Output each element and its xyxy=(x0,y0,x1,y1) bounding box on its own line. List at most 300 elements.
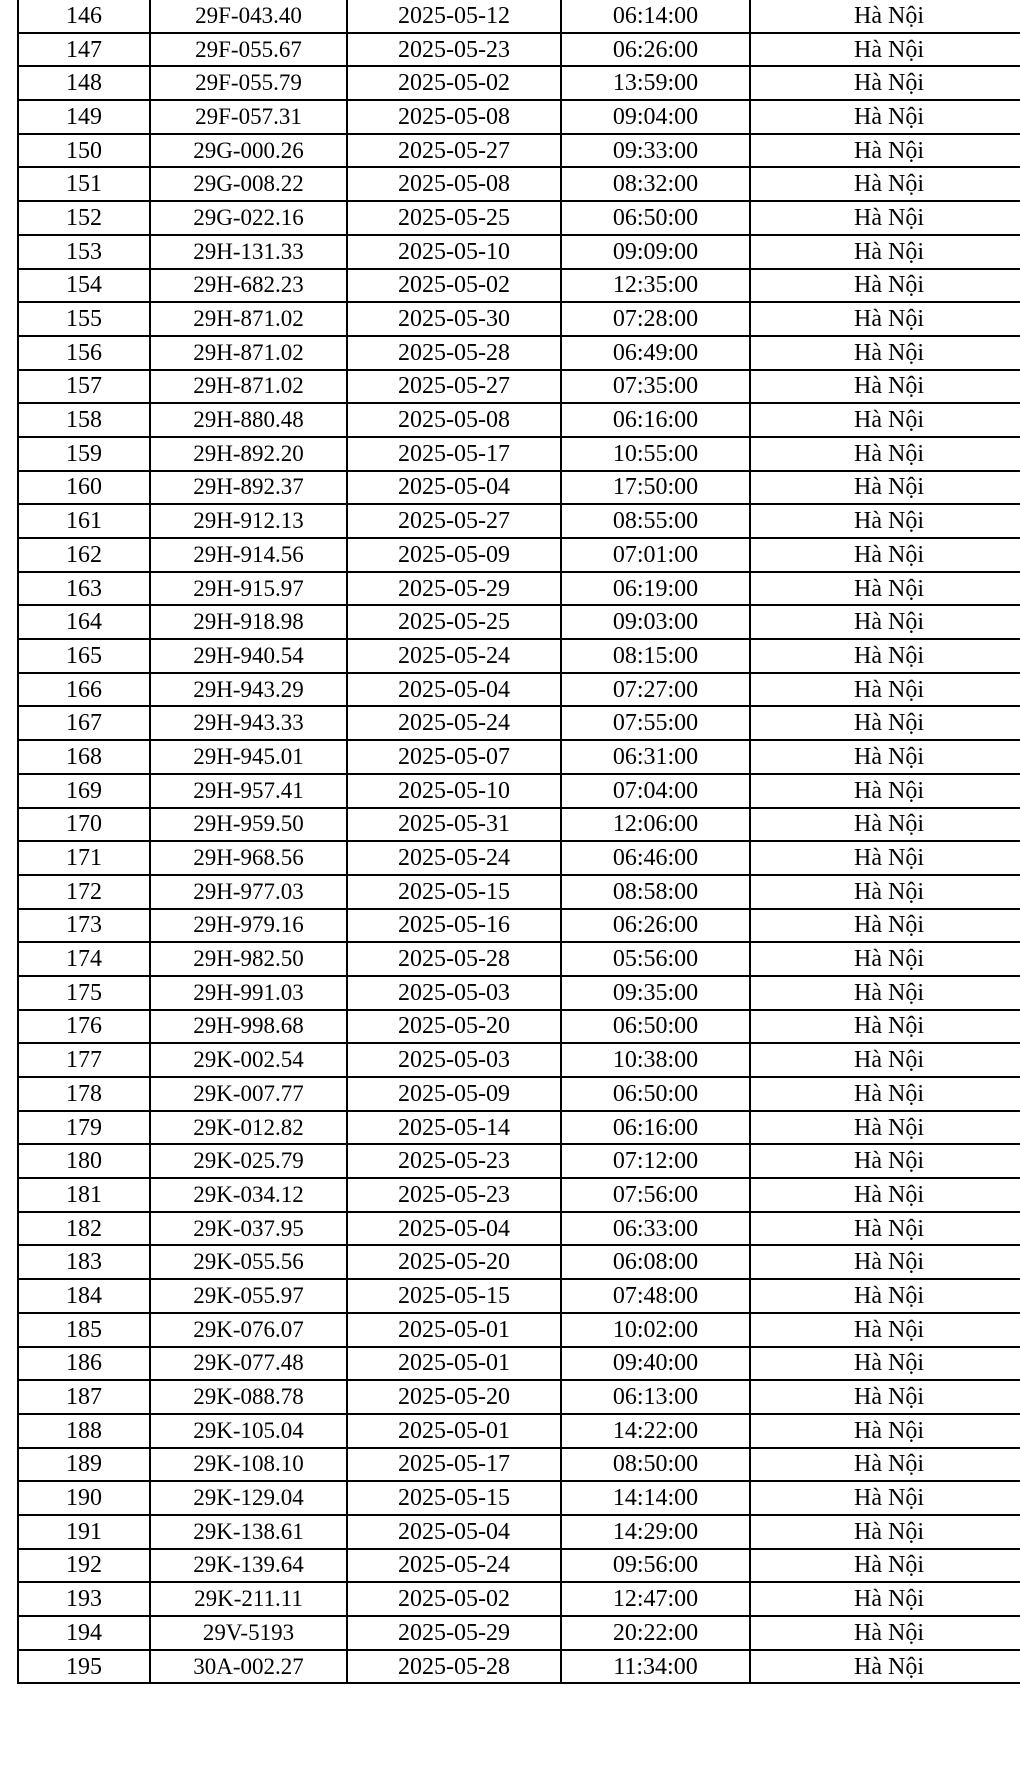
license-plate-cell: 29G-022.16 xyxy=(150,201,347,235)
row-number-cell: 193 xyxy=(18,1582,150,1616)
row-number-cell: 182 xyxy=(18,1212,150,1246)
table-row xyxy=(18,706,1020,740)
location-cell: Hà Nội xyxy=(750,471,1020,505)
date-cell: 2025-05-23 xyxy=(347,1178,561,1212)
table-row xyxy=(18,0,1020,33)
time-cell: 14:14:00 xyxy=(561,1481,750,1515)
row-number-cell: 161 xyxy=(18,504,150,538)
violation-table-container xyxy=(17,0,1020,1684)
row-number-cell: 172 xyxy=(18,875,150,909)
location-cell: Hà Nội xyxy=(750,909,1020,943)
date-cell: 2025-05-02 xyxy=(347,269,561,303)
table-row xyxy=(18,639,1020,673)
row-number-cell: 185 xyxy=(18,1313,150,1347)
location-cell: Hà Nội xyxy=(750,269,1020,303)
location-cell: Hà Nội xyxy=(750,1043,1020,1077)
license-plate-cell: 29K-077.48 xyxy=(150,1347,347,1381)
row-number-cell: 190 xyxy=(18,1481,150,1515)
row-number-cell: 165 xyxy=(18,639,150,673)
location-cell: Hà Nội xyxy=(750,1448,1020,1482)
location-cell: Hà Nội xyxy=(750,437,1020,471)
time-cell: 06:08:00 xyxy=(561,1245,750,1279)
location-cell: Hà Nội xyxy=(750,673,1020,707)
license-plate-cell: 29H-131.33 xyxy=(150,235,347,269)
table-row xyxy=(18,1111,1020,1145)
time-cell: 05:56:00 xyxy=(561,942,750,976)
table-row xyxy=(18,942,1020,976)
date-cell: 2025-05-23 xyxy=(347,33,561,67)
time-cell: 06:16:00 xyxy=(561,403,750,437)
date-cell: 2025-05-28 xyxy=(347,1650,561,1684)
time-cell: 13:59:00 xyxy=(561,66,750,100)
time-cell: 08:32:00 xyxy=(561,167,750,201)
row-number-cell: 173 xyxy=(18,909,150,943)
location-cell: Hà Nội xyxy=(750,504,1020,538)
time-cell: 07:12:00 xyxy=(561,1144,750,1178)
table-row xyxy=(18,1077,1020,1111)
table-row xyxy=(18,167,1020,201)
date-cell: 2025-05-25 xyxy=(347,201,561,235)
table-row xyxy=(18,605,1020,639)
date-cell: 2025-05-20 xyxy=(347,1380,561,1414)
location-cell: Hà Nội xyxy=(750,841,1020,875)
time-cell: 14:22:00 xyxy=(561,1414,750,1448)
row-number-cell: 191 xyxy=(18,1515,150,1549)
time-cell: 17:50:00 xyxy=(561,471,750,505)
time-cell: 09:56:00 xyxy=(561,1549,750,1583)
license-plate-cell: 29K-037.95 xyxy=(150,1212,347,1246)
license-plate-cell: 29H-991.03 xyxy=(150,976,347,1010)
time-cell: 09:04:00 xyxy=(561,100,750,134)
date-cell: 2025-05-27 xyxy=(347,504,561,538)
license-plate-cell: 29H-892.37 xyxy=(150,471,347,505)
time-cell: 07:48:00 xyxy=(561,1279,750,1313)
license-plate-cell: 29H-871.02 xyxy=(150,370,347,404)
date-cell: 2025-05-10 xyxy=(347,774,561,808)
table-row xyxy=(18,201,1020,235)
location-cell: Hà Nội xyxy=(750,572,1020,606)
license-plate-cell: 29H-968.56 xyxy=(150,841,347,875)
row-number-cell: 178 xyxy=(18,1077,150,1111)
license-plate-cell: 29K-211.11 xyxy=(150,1582,347,1616)
date-cell: 2025-05-15 xyxy=(347,875,561,909)
time-cell: 12:35:00 xyxy=(561,269,750,303)
license-plate-cell: 29H-982.50 xyxy=(150,942,347,976)
location-cell: Hà Nội xyxy=(750,1144,1020,1178)
license-plate-cell: 29H-915.97 xyxy=(150,572,347,606)
time-cell: 09:03:00 xyxy=(561,605,750,639)
table-row xyxy=(18,134,1020,168)
row-number-cell: 162 xyxy=(18,538,150,572)
time-cell: 06:46:00 xyxy=(561,841,750,875)
date-cell: 2025-05-24 xyxy=(347,639,561,673)
location-cell: Hà Nội xyxy=(750,740,1020,774)
license-plate-cell: 29K-108.10 xyxy=(150,1448,347,1482)
license-plate-cell: 29H-943.29 xyxy=(150,673,347,707)
license-plate-cell: 29K-025.79 xyxy=(150,1144,347,1178)
date-cell: 2025-05-20 xyxy=(347,1245,561,1279)
location-cell: Hà Nội xyxy=(750,1077,1020,1111)
table-row xyxy=(18,909,1020,943)
location-cell: Hà Nội xyxy=(750,1515,1020,1549)
date-cell: 2025-05-09 xyxy=(347,1077,561,1111)
date-cell: 2025-05-24 xyxy=(347,1549,561,1583)
location-cell: Hà Nội xyxy=(750,1650,1020,1684)
license-plate-cell: 29H-918.98 xyxy=(150,605,347,639)
license-plate-cell: 29K-002.54 xyxy=(150,1043,347,1077)
table-row xyxy=(18,370,1020,404)
location-cell: Hà Nội xyxy=(750,942,1020,976)
license-plate-cell: 29G-000.26 xyxy=(150,134,347,168)
license-plate-cell: 29H-959.50 xyxy=(150,808,347,842)
table-row xyxy=(18,1650,1020,1684)
time-cell: 10:02:00 xyxy=(561,1313,750,1347)
row-number-cell: 167 xyxy=(18,706,150,740)
table-row xyxy=(18,808,1020,842)
date-cell: 2025-05-15 xyxy=(347,1481,561,1515)
date-cell: 2025-05-07 xyxy=(347,740,561,774)
license-plate-cell: 29K-055.97 xyxy=(150,1279,347,1313)
location-cell: Hà Nội xyxy=(750,336,1020,370)
table-row xyxy=(18,1549,1020,1583)
table-row xyxy=(18,1043,1020,1077)
date-cell: 2025-05-03 xyxy=(347,976,561,1010)
row-number-cell: 177 xyxy=(18,1043,150,1077)
table-row xyxy=(18,1582,1020,1616)
table-row xyxy=(18,841,1020,875)
table-row xyxy=(18,1380,1020,1414)
row-number-cell: 159 xyxy=(18,437,150,471)
row-number-cell: 189 xyxy=(18,1448,150,1482)
time-cell: 08:50:00 xyxy=(561,1448,750,1482)
location-cell: Hà Nội xyxy=(750,134,1020,168)
table-row xyxy=(18,302,1020,336)
license-plate-cell: 29F-057.31 xyxy=(150,100,347,134)
table-row xyxy=(18,976,1020,1010)
row-number-cell: 156 xyxy=(18,336,150,370)
row-number-cell: 187 xyxy=(18,1380,150,1414)
time-cell: 14:29:00 xyxy=(561,1515,750,1549)
row-number-cell: 184 xyxy=(18,1279,150,1313)
date-cell: 2025-05-02 xyxy=(347,1582,561,1616)
table-row xyxy=(18,66,1020,100)
license-plate-cell: 29H-682.23 xyxy=(150,269,347,303)
location-cell: Hà Nội xyxy=(750,706,1020,740)
date-cell: 2025-05-27 xyxy=(347,134,561,168)
table-row xyxy=(18,1245,1020,1279)
row-number-cell: 150 xyxy=(18,134,150,168)
row-number-cell: 157 xyxy=(18,370,150,404)
time-cell: 12:06:00 xyxy=(561,808,750,842)
location-cell: Hà Nội xyxy=(750,1549,1020,1583)
time-cell: 06:50:00 xyxy=(561,201,750,235)
license-plate-cell: 29F-055.67 xyxy=(150,33,347,67)
time-cell: 06:16:00 xyxy=(561,1111,750,1145)
time-cell: 07:01:00 xyxy=(561,538,750,572)
row-number-cell: 194 xyxy=(18,1616,150,1650)
date-cell: 2025-05-02 xyxy=(347,66,561,100)
license-plate-cell: 29H-977.03 xyxy=(150,875,347,909)
location-cell: Hà Nội xyxy=(750,100,1020,134)
location-cell: Hà Nội xyxy=(750,875,1020,909)
location-cell: Hà Nội xyxy=(750,1212,1020,1246)
location-cell: Hà Nội xyxy=(750,538,1020,572)
license-plate-cell: 29G-008.22 xyxy=(150,167,347,201)
time-cell: 11:34:00 xyxy=(561,1650,750,1684)
location-cell: Hà Nội xyxy=(750,1616,1020,1650)
violation-table xyxy=(17,0,1020,1684)
license-plate-cell: 29K-034.12 xyxy=(150,1178,347,1212)
location-cell: Hà Nội xyxy=(750,370,1020,404)
row-number-cell: 163 xyxy=(18,572,150,606)
location-cell: Hà Nội xyxy=(750,302,1020,336)
row-number-cell: 158 xyxy=(18,403,150,437)
location-cell: Hà Nội xyxy=(750,235,1020,269)
time-cell: 09:40:00 xyxy=(561,1347,750,1381)
time-cell: 08:58:00 xyxy=(561,875,750,909)
license-plate-cell: 29K-076.07 xyxy=(150,1313,347,1347)
date-cell: 2025-05-15 xyxy=(347,1279,561,1313)
license-plate-cell: 29H-912.13 xyxy=(150,504,347,538)
row-number-cell: 148 xyxy=(18,66,150,100)
table-row xyxy=(18,1279,1020,1313)
time-cell: 10:38:00 xyxy=(561,1043,750,1077)
table-row xyxy=(18,471,1020,505)
location-cell: Hà Nội xyxy=(750,33,1020,67)
row-number-cell: 181 xyxy=(18,1178,150,1212)
time-cell: 09:09:00 xyxy=(561,235,750,269)
date-cell: 2025-05-08 xyxy=(347,167,561,201)
row-number-cell: 149 xyxy=(18,100,150,134)
location-cell: Hà Nội xyxy=(750,1111,1020,1145)
table-row xyxy=(18,504,1020,538)
date-cell: 2025-05-27 xyxy=(347,370,561,404)
date-cell: 2025-05-09 xyxy=(347,538,561,572)
location-cell: Hà Nội xyxy=(750,66,1020,100)
table-row xyxy=(18,33,1020,67)
location-cell: Hà Nội xyxy=(750,1380,1020,1414)
time-cell: 10:55:00 xyxy=(561,437,750,471)
time-cell: 06:50:00 xyxy=(561,1010,750,1044)
row-number-cell: 168 xyxy=(18,740,150,774)
location-cell: Hà Nội xyxy=(750,201,1020,235)
time-cell: 07:28:00 xyxy=(561,302,750,336)
license-plate-cell: 29H-945.01 xyxy=(150,740,347,774)
time-cell: 20:22:00 xyxy=(561,1616,750,1650)
time-cell: 08:55:00 xyxy=(561,504,750,538)
location-cell: Hà Nội xyxy=(750,808,1020,842)
table-row xyxy=(18,673,1020,707)
license-plate-cell: 29K-055.56 xyxy=(150,1245,347,1279)
location-cell: Hà Nội xyxy=(750,403,1020,437)
license-plate-cell: 29H-892.20 xyxy=(150,437,347,471)
row-number-cell: 186 xyxy=(18,1347,150,1381)
time-cell: 08:15:00 xyxy=(561,639,750,673)
date-cell: 2025-05-31 xyxy=(347,808,561,842)
license-plate-cell: 29K-105.04 xyxy=(150,1414,347,1448)
table-row xyxy=(18,875,1020,909)
row-number-cell: 154 xyxy=(18,269,150,303)
license-plate-cell: 29K-007.77 xyxy=(150,1077,347,1111)
location-cell: Hà Nội xyxy=(750,976,1020,1010)
location-cell: Hà Nội xyxy=(750,1279,1020,1313)
table-row xyxy=(18,100,1020,134)
row-number-cell: 180 xyxy=(18,1144,150,1178)
license-plate-cell: 29K-139.64 xyxy=(150,1549,347,1583)
date-cell: 2025-05-01 xyxy=(347,1347,561,1381)
time-cell: 07:04:00 xyxy=(561,774,750,808)
location-cell: Hà Nội xyxy=(750,1582,1020,1616)
date-cell: 2025-05-08 xyxy=(347,100,561,134)
row-number-cell: 169 xyxy=(18,774,150,808)
location-cell: Hà Nội xyxy=(750,1313,1020,1347)
date-cell: 2025-05-28 xyxy=(347,942,561,976)
time-cell: 06:33:00 xyxy=(561,1212,750,1246)
time-cell: 09:33:00 xyxy=(561,134,750,168)
date-cell: 2025-05-04 xyxy=(347,1515,561,1549)
license-plate-cell: 29F-043.40 xyxy=(150,0,347,33)
location-cell: Hà Nội xyxy=(750,1178,1020,1212)
row-number-cell: 164 xyxy=(18,605,150,639)
location-cell: Hà Nội xyxy=(750,1245,1020,1279)
table-row xyxy=(18,1347,1020,1381)
date-cell: 2025-05-04 xyxy=(347,1212,561,1246)
row-number-cell: 152 xyxy=(18,201,150,235)
time-cell: 06:14:00 xyxy=(561,0,750,33)
date-cell: 2025-05-03 xyxy=(347,1043,561,1077)
table-row xyxy=(18,235,1020,269)
table-row xyxy=(18,1481,1020,1515)
time-cell: 06:50:00 xyxy=(561,1077,750,1111)
date-cell: 2025-05-28 xyxy=(347,336,561,370)
location-cell: Hà Nội xyxy=(750,605,1020,639)
date-cell: 2025-05-08 xyxy=(347,403,561,437)
location-cell: Hà Nội xyxy=(750,1414,1020,1448)
row-number-cell: 195 xyxy=(18,1650,150,1684)
row-number-cell: 155 xyxy=(18,302,150,336)
license-plate-cell: 29H-998.68 xyxy=(150,1010,347,1044)
table-row xyxy=(18,538,1020,572)
date-cell: 2025-05-12 xyxy=(347,0,561,33)
license-plate-cell: 29H-943.33 xyxy=(150,706,347,740)
table-row xyxy=(18,1448,1020,1482)
table-row xyxy=(18,1010,1020,1044)
time-cell: 06:31:00 xyxy=(561,740,750,774)
row-number-cell: 166 xyxy=(18,673,150,707)
row-number-cell: 146 xyxy=(18,0,150,33)
license-plate-cell: 29H-871.02 xyxy=(150,336,347,370)
table-row xyxy=(18,1313,1020,1347)
table-row xyxy=(18,1414,1020,1448)
row-number-cell: 153 xyxy=(18,235,150,269)
time-cell: 12:47:00 xyxy=(561,1582,750,1616)
row-number-cell: 147 xyxy=(18,33,150,67)
table-row xyxy=(18,336,1020,370)
license-plate-cell: 29H-871.02 xyxy=(150,302,347,336)
table-row xyxy=(18,572,1020,606)
table-row xyxy=(18,774,1020,808)
date-cell: 2025-05-16 xyxy=(347,909,561,943)
time-cell: 06:49:00 xyxy=(561,336,750,370)
location-cell: Hà Nội xyxy=(750,167,1020,201)
license-plate-cell: 29K-129.04 xyxy=(150,1481,347,1515)
row-number-cell: 183 xyxy=(18,1245,150,1279)
license-plate-cell: 29H-940.54 xyxy=(150,639,347,673)
date-cell: 2025-05-24 xyxy=(347,841,561,875)
date-cell: 2025-05-23 xyxy=(347,1144,561,1178)
table-row xyxy=(18,437,1020,471)
row-number-cell: 188 xyxy=(18,1414,150,1448)
date-cell: 2025-05-01 xyxy=(347,1313,561,1347)
date-cell: 2025-05-04 xyxy=(347,471,561,505)
row-number-cell: 192 xyxy=(18,1549,150,1583)
license-plate-cell: 29K-138.61 xyxy=(150,1515,347,1549)
time-cell: 07:35:00 xyxy=(561,370,750,404)
row-number-cell: 151 xyxy=(18,167,150,201)
license-plate-cell: 29H-914.56 xyxy=(150,538,347,572)
date-cell: 2025-05-24 xyxy=(347,706,561,740)
license-plate-cell: 29K-088.78 xyxy=(150,1380,347,1414)
row-number-cell: 160 xyxy=(18,471,150,505)
time-cell: 07:56:00 xyxy=(561,1178,750,1212)
table-row xyxy=(18,269,1020,303)
table-row xyxy=(18,1212,1020,1246)
location-cell: Hà Nội xyxy=(750,639,1020,673)
location-cell: Hà Nội xyxy=(750,1347,1020,1381)
row-number-cell: 176 xyxy=(18,1010,150,1044)
time-cell: 06:26:00 xyxy=(561,33,750,67)
license-plate-cell: 29F-055.79 xyxy=(150,66,347,100)
time-cell: 07:27:00 xyxy=(561,673,750,707)
location-cell: Hà Nội xyxy=(750,0,1020,33)
time-cell: 06:19:00 xyxy=(561,572,750,606)
date-cell: 2025-05-29 xyxy=(347,572,561,606)
date-cell: 2025-05-04 xyxy=(347,673,561,707)
time-cell: 07:55:00 xyxy=(561,706,750,740)
license-plate-cell: 29H-957.41 xyxy=(150,774,347,808)
table-row xyxy=(18,1178,1020,1212)
date-cell: 2025-05-20 xyxy=(347,1010,561,1044)
date-cell: 2025-05-17 xyxy=(347,437,561,471)
date-cell: 2025-05-14 xyxy=(347,1111,561,1145)
table-row xyxy=(18,1616,1020,1650)
time-cell: 06:26:00 xyxy=(561,909,750,943)
license-plate-cell: 30A-002.27 xyxy=(150,1650,347,1684)
date-cell: 2025-05-10 xyxy=(347,235,561,269)
table-body xyxy=(18,0,1020,1683)
location-cell: Hà Nội xyxy=(750,1481,1020,1515)
license-plate-cell: 29H-979.16 xyxy=(150,909,347,943)
time-cell: 06:13:00 xyxy=(561,1380,750,1414)
row-number-cell: 179 xyxy=(18,1111,150,1145)
date-cell: 2025-05-29 xyxy=(347,1616,561,1650)
license-plate-cell: 29V-5193 xyxy=(150,1616,347,1650)
date-cell: 2025-05-30 xyxy=(347,302,561,336)
row-number-cell: 170 xyxy=(18,808,150,842)
license-plate-cell: 29H-880.48 xyxy=(150,403,347,437)
table-row xyxy=(18,403,1020,437)
date-cell: 2025-05-17 xyxy=(347,1448,561,1482)
table-row xyxy=(18,740,1020,774)
row-number-cell: 171 xyxy=(18,841,150,875)
date-cell: 2025-05-01 xyxy=(347,1414,561,1448)
location-cell: Hà Nội xyxy=(750,1010,1020,1044)
time-cell: 09:35:00 xyxy=(561,976,750,1010)
location-cell: Hà Nội xyxy=(750,774,1020,808)
table-row xyxy=(18,1144,1020,1178)
date-cell: 2025-05-25 xyxy=(347,605,561,639)
row-number-cell: 174 xyxy=(18,942,150,976)
